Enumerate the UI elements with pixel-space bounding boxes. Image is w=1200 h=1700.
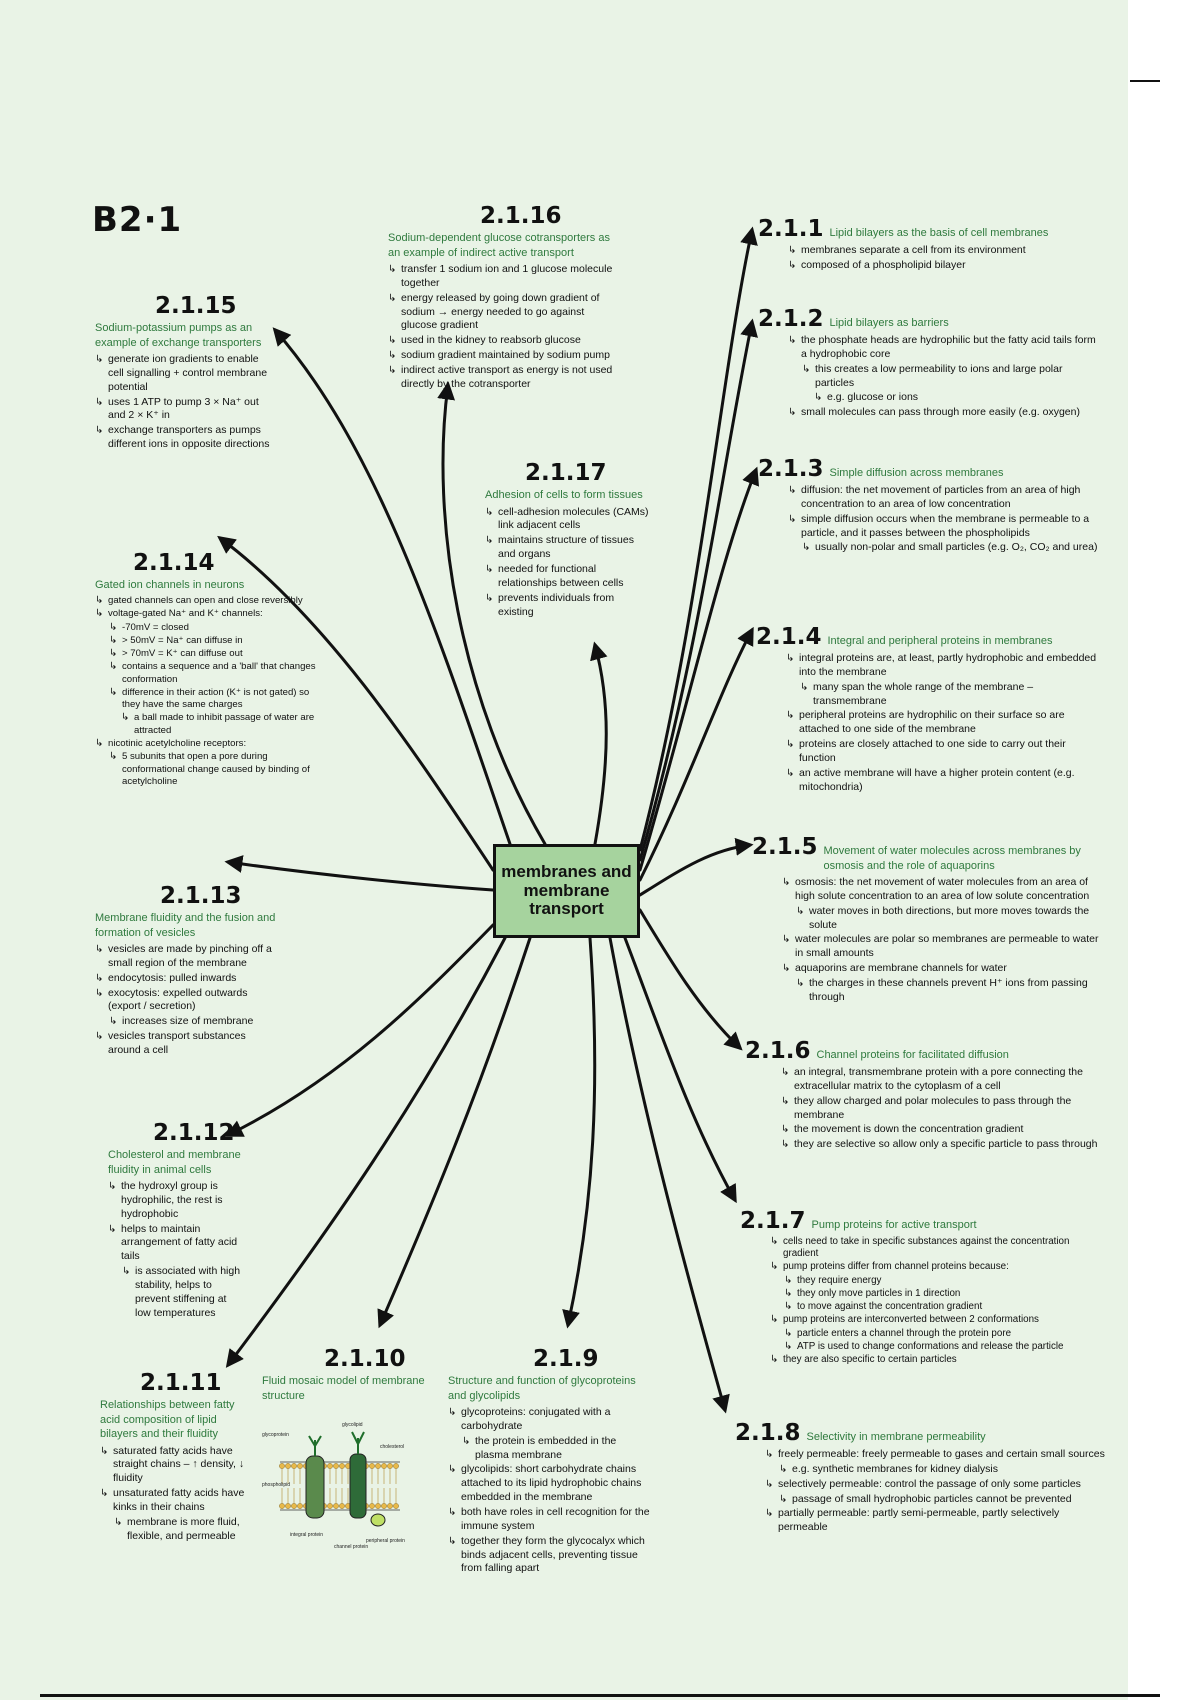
bullet: ↳ they require energy — [784, 1275, 1105, 1287]
bullet: ↳ ATP is used to change conformations and release the particle — [784, 1341, 1105, 1353]
topic-2-1-12 — [108, 1122, 243, 1322]
arrow-2-1-3 — [640, 470, 756, 870]
bullet: ↳ glycoproteins: conjugated with a carbohydrate — [448, 1406, 653, 1434]
topic-number: 2.1.9 — [533, 1346, 599, 1372]
topic-number: 2.1.7 — [740, 1208, 806, 1234]
bullet: ↳ proteins are closely attached to one side to carry out their function — [786, 738, 1101, 766]
arrow-2-1-7 — [625, 938, 735, 1200]
bullet: ↳ prevents individuals from existing — [485, 592, 650, 620]
channel-protein — [350, 1454, 366, 1518]
central-topic-label: membranes and membrane transport — [501, 861, 632, 919]
phospholipid-head — [297, 1463, 302, 1468]
topic-heading: Channel proteins for facilitated diffusion — [816, 1049, 1009, 1061]
phospholipid-head — [279, 1503, 284, 1508]
topic-2-1-4 — [756, 626, 1101, 796]
bullet: ↳ usually non-polar and small particles (e.g. O₂, CO₂ and urea) — [802, 541, 1098, 555]
phospholipid-head — [291, 1503, 296, 1508]
bullet: ↳ partially permeable: partly semi-permeable, partly selectively permeable — [765, 1507, 1105, 1535]
topic-heading: Fluid mosaic model of membrane structure — [262, 1375, 425, 1402]
topic-2-1-13 — [95, 885, 280, 1059]
topic-number: 2.1.16 — [480, 203, 562, 229]
bullet: ↳ maintains structure of tissues and organs — [485, 534, 650, 562]
bullet: ↳ is associated with high stability, helps to prevent stiffening at low temperatures — [122, 1265, 243, 1320]
bullet: ↳ indirect active transport as energy is not used directly by the cotransporter — [388, 364, 613, 392]
glycoprotein — [309, 1436, 321, 1456]
topic-heading: Adhesion of cells to form tissues — [485, 489, 643, 501]
bullet: ↳ gated channels can open and close reversibly — [95, 595, 330, 607]
bullet: ↳ peripheral proteins are hydrophilic on their surface so are attached to one side of the membrane — [786, 709, 1101, 737]
bullet: ↳ both have roles in cell recognition for the immune system — [448, 1506, 653, 1534]
topic-2-1-6 — [745, 1040, 1105, 1153]
bullet: ↳ they allow charged and polar molecules to pass through the membrane — [781, 1095, 1105, 1123]
page-title: B2·1 — [92, 200, 183, 240]
bullet: ↳ 5 subunits that open a pore during conformational change caused by binding of acetylcholine — [109, 751, 330, 788]
topic-2-1-9 — [448, 1348, 653, 1577]
bullet: ↳ endocytosis: pulled inwards — [95, 972, 280, 986]
phospholipid-head — [393, 1463, 398, 1468]
bullet: ↳ > 50mV = Na⁺ can diffuse in — [109, 635, 330, 647]
arrow-2-1-6 — [640, 910, 740, 1048]
bullet: ↳ pump proteins differ from channel proteins because: — [770, 1261, 1105, 1273]
phospholipid-head — [285, 1503, 290, 1508]
phospholipid-head — [297, 1503, 302, 1508]
phospholipid-head — [333, 1463, 338, 1468]
topic-number: 2.1.12 — [153, 1120, 235, 1146]
bullet: ↳ osmosis: the net movement of water molecules from an area of high solute concentration to an area of low solute concentration — [782, 876, 1107, 904]
topic-heading: Sodium-potassium pumps as an example of exchange transporters — [95, 322, 262, 349]
topic-number: 2.1.11 — [140, 1370, 222, 1396]
bullet: ↳ cell-adhesion molecules (CAMs) link adjacent cells — [485, 506, 650, 534]
bullet: ↳ contains a sequence and a 'ball' that changes conformation — [109, 661, 330, 686]
bullet: ↳ glycolipids: short carbohydrate chains attached to its lipid hydrophobic chains embedded in the membrane — [448, 1463, 653, 1505]
phospholipid-head — [369, 1503, 374, 1508]
topic-number: 2.1.15 — [155, 293, 237, 319]
bullet: ↳ vesicles transport substances around a cell — [95, 1030, 280, 1058]
bullet: ↳ nicotinic acetylcholine receptors: — [95, 738, 330, 750]
bullet: ↳ vesicles are made by pinching off a small region of the membrane — [95, 943, 280, 971]
phospholipid-head — [387, 1463, 392, 1468]
bullet: ↳ the hydroxyl group is hydrophilic, the rest is hydrophobic — [108, 1180, 243, 1222]
bullet: ↳ saturated fatty acids have straight chains – ↑ density, ↓ fluidity — [100, 1445, 255, 1487]
bullet: ↳ this creates a low permeability to ions and large polar particles — [802, 363, 1098, 391]
phospholipid-head — [381, 1503, 386, 1508]
bullet: ↳ helps to maintain arrangement of fatty acid tails — [108, 1223, 243, 1265]
bullet: ↳ water moves in both directions, but more moves towards the solute — [796, 905, 1107, 933]
topic-2-1-1 — [758, 218, 1078, 274]
bullet: ↳ together they form the glycocalyx which binds adjacent cells, preventing tissue from falling apart — [448, 1535, 653, 1577]
topic-heading: Lipid bilayers as barriers — [829, 317, 949, 329]
phospholipid-head — [279, 1463, 284, 1468]
bullet: ↳ water molecules are polar so membranes are permeable to water in small amounts — [782, 933, 1107, 961]
topic-heading: Movement of water molecules across membranes by osmosis and the role of aquaporins — [823, 845, 1081, 872]
topic-number: 2.1.2 — [758, 306, 824, 332]
topic-2-1-8 — [735, 1422, 1105, 1536]
peripheral-protein — [371, 1514, 385, 1526]
bullet: ↳ integral proteins are, at least, partly hydrophobic and embedded into the membrane — [786, 652, 1101, 680]
arrow-2-1-8 — [610, 938, 725, 1410]
phospholipid-head — [387, 1503, 392, 1508]
topic-heading: Cholesterol and membrane fluidity in animal cells — [108, 1149, 241, 1176]
topic-2-1-10 — [262, 1348, 432, 1406]
bullet: ↳ voltage-gated Na⁺ and K⁺ channels: — [95, 608, 330, 620]
topic-heading: Integral and peripheral proteins in membranes — [827, 635, 1053, 647]
bullet: ↳ exchange transporters as pumps different ions in opposite directions — [95, 424, 270, 452]
topic-heading: Pump proteins for active transport — [811, 1219, 977, 1231]
arrow-2-1-10 — [380, 938, 530, 1325]
arrow-2-1-5 — [640, 845, 750, 895]
topic-2-1-11 — [100, 1372, 255, 1545]
bullet: ↳ they are also specific to certain particles — [770, 1354, 1105, 1366]
bullet: ↳ to move against the concentration gradient — [784, 1301, 1105, 1313]
bullet: ↳ an integral, transmembrane protein with a pore connecting the extracellular matrix to the cytoplasm of a cell — [781, 1066, 1105, 1094]
bullet: ↳ uses 1 ATP to pump 3 × Na⁺ out and 2 × K⁺ in — [95, 396, 270, 424]
bullet: ↳ particle enters a channel through the protein pore — [784, 1328, 1105, 1340]
bullet: ↳ freely permeable: freely permeable to gases and certain small sources — [765, 1448, 1105, 1462]
phospholipid-head — [339, 1463, 344, 1468]
topic-number: 2.1.10 — [324, 1346, 406, 1372]
topic-number: 2.1.14 — [133, 550, 215, 576]
topic-heading: Selectivity in membrane permeability — [806, 1431, 986, 1443]
topic-2-1-16 — [388, 205, 613, 393]
topic-number: 2.1.6 — [745, 1038, 811, 1064]
phospholipid-head — [339, 1503, 344, 1508]
bullet: ↳ they only move particles in 1 direction — [784, 1288, 1105, 1300]
topic-2-1-3 — [758, 458, 1098, 556]
phospholipid-head — [381, 1463, 386, 1468]
bullet: ↳ difference in their action (K⁺ is not gated) so they have the same charges — [109, 687, 330, 712]
bullet: ↳ unsaturated fatty acids have kinks in their chains — [100, 1487, 255, 1515]
bullet: ↳ increases size of membrane — [109, 1015, 280, 1029]
bullet: ↳ > 70mV = K⁺ can diffuse out — [109, 648, 330, 660]
topic-2-1-14 — [95, 552, 330, 789]
bullet: ↳ the charges in these channels prevent H⁺ ions from passing through — [796, 977, 1107, 1005]
topic-number: 2.1.3 — [758, 456, 824, 482]
central-topic — [493, 844, 640, 938]
phospholipid-head — [369, 1463, 374, 1468]
bullet: ↳ selectively permeable: control the passage of only some particles — [765, 1478, 1105, 1492]
figure-label: glycolipid — [342, 1422, 363, 1428]
bullet: ↳ needed for functional relationships between cells — [485, 563, 650, 591]
bullet: ↳ a ball made to inhibit passage of water are attracted — [121, 712, 330, 737]
phospholipid-head — [327, 1503, 332, 1508]
topic-heading: Gated ion channels in neurons — [95, 579, 245, 591]
topic-2-1-5 — [752, 836, 1107, 1006]
bullet: ↳ aquaporins are membrane channels for water — [782, 962, 1107, 976]
topic-number: 2.1.1 — [758, 216, 824, 242]
phospholipid-head — [333, 1503, 338, 1508]
bullet: ↳ the protein is embedded in the plasma membrane — [462, 1435, 653, 1463]
figure-label: integral protein — [290, 1532, 324, 1538]
topic-2-1-2 — [758, 308, 1098, 421]
topic-number: 2.1.8 — [735, 1420, 801, 1446]
figure-label: glycoprotein — [262, 1432, 289, 1438]
bullet: ↳ exocytosis: expelled outwards (export / secretion) — [95, 987, 280, 1015]
figure-label: phospholipid — [262, 1482, 291, 1488]
topic-number: 2.1.13 — [160, 883, 242, 909]
fluid-mosaic-figure — [262, 1418, 422, 1556]
bullet: ↳ small molecules can pass through more easily (e.g. oxygen) — [788, 406, 1098, 420]
bullet: ↳ e.g. synthetic membranes for kidney dialysis — [779, 1463, 1105, 1477]
integral-protein — [306, 1456, 324, 1518]
bullet: ↳ they are selective so allow only a specific particle to pass through — [781, 1138, 1105, 1152]
bullet: ↳ energy released by going down gradient of sodium → energy needed to go against glucose gradient — [388, 292, 613, 334]
topic-2-1-17 — [485, 462, 650, 620]
figure-label: peripheral protein — [366, 1538, 405, 1544]
topic-2-1-7 — [740, 1210, 1105, 1367]
phospholipid-head — [375, 1463, 380, 1468]
bullet: ↳ used in the kidney to reabsorb glucose — [388, 334, 613, 348]
bullet: ↳ an active membrane will have a higher protein content (e.g. mitochondria) — [786, 767, 1101, 795]
bullet: ↳ the movement is down the concentration gradient — [781, 1123, 1105, 1137]
phospholipid-head — [375, 1503, 380, 1508]
bullet: ↳ membranes separate a cell from its environment — [788, 244, 1078, 258]
bullet: ↳ -70mV = closed — [109, 622, 330, 634]
bullet: ↳ passage of small hydrophobic particles cannot be prevented — [779, 1493, 1105, 1507]
bullet: ↳ transfer 1 sodium ion and 1 glucose molecule together — [388, 263, 613, 291]
topic-number: 2.1.4 — [756, 624, 822, 650]
topic-heading: Simple diffusion across membranes — [829, 467, 1004, 479]
arrow-2-1-17 — [595, 645, 606, 844]
glycolipid — [352, 1432, 364, 1454]
topic-heading: Lipid bilayers as the basis of cell membranes — [829, 227, 1049, 239]
topic-number: 2.1.5 — [752, 834, 818, 860]
bullet: ↳ pump proteins are interconverted between 2 conformations — [770, 1314, 1105, 1326]
figure-label: channel protein — [334, 1544, 369, 1550]
bullet: ↳ composed of a phospholipid bilayer — [788, 259, 1078, 273]
bullet: ↳ simple diffusion occurs when the membrane is permeable to a particle, and it passes between the phospholipids — [788, 513, 1098, 541]
topic-2-1-15 — [95, 295, 270, 453]
figure-label: cholesterol — [380, 1444, 405, 1450]
bullet: ↳ membrane is more fluid, flexible, and permeable — [114, 1516, 255, 1544]
bullet: ↳ diffusion: the net movement of particles from an area of high concentration to an area of low concentration — [788, 484, 1098, 512]
bullet: ↳ the phosphate heads are hydrophilic but the fatty acid tails form a hydrophobic core — [788, 334, 1098, 362]
topic-heading: Membrane fluidity and the fusion and formation of vesicles — [95, 912, 276, 939]
phospholipid-head — [327, 1463, 332, 1468]
bullet: ↳ many span the whole range of the membrane – transmembrane — [800, 681, 1101, 709]
phospholipid-head — [285, 1463, 290, 1468]
bullet: ↳ cells need to take in specific substances against the concentration gradient — [770, 1236, 1105, 1260]
topic-heading: Relationships between fatty acid composition of lipid bilayers and their fluidity — [100, 1399, 235, 1441]
topic-number: 2.1.17 — [525, 460, 607, 486]
phospholipid-head — [291, 1463, 296, 1468]
bullet: ↳ sodium gradient maintained by sodium pump — [388, 349, 613, 363]
phospholipid-head — [393, 1503, 398, 1508]
arrow-2-1-9 — [568, 938, 595, 1325]
topic-heading: Sodium-dependent glucose cotransporters as an example of indirect active transport — [388, 232, 610, 259]
topic-heading: Structure and function of glycoproteins and glycolipids — [448, 1375, 636, 1402]
bullet: ↳ generate ion gradients to enable cell signalling + control membrane potential — [95, 353, 270, 395]
bullet: ↳ e.g. glucose or ions — [814, 391, 1098, 405]
